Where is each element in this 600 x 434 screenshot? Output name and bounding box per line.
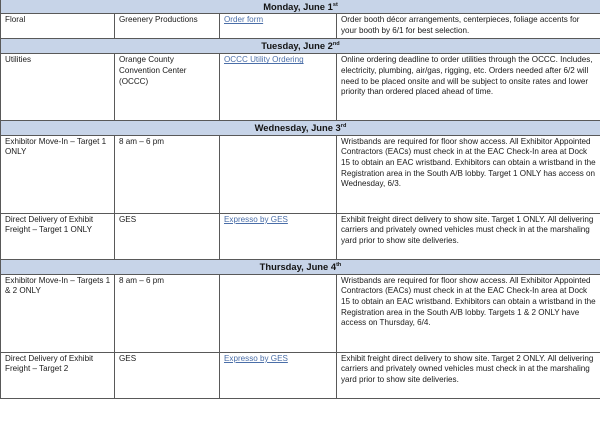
day-header-row: [1, 39, 600, 54]
provider-cell: 8 am – 6 pm: [115, 135, 220, 213]
day-ordinal-suffix: rd: [340, 123, 347, 130]
details-cell: Order booth décor arrangements, centerpieces, foliage accents for your booth by 6/1 for best selection.: [337, 14, 600, 39]
details-cell: Exhibit freight direct delivery to show site. Target 2 ONLY. All delivering carriers and privately owned vehicles must check in at the marshaling yard prior to show site deliveries.: [337, 352, 600, 398]
provider-cell: 8 am – 6 pm: [115, 274, 220, 352]
provider-cell: GES: [115, 352, 220, 398]
item-cell: Direct Delivery of Exhibit Freight – Target 1 ONLY: [1, 213, 115, 259]
expresso-by-ges-link[interactable]: Expresso by GES: [224, 353, 288, 363]
day-header-row: [1, 259, 600, 274]
expresso-by-ges-link[interactable]: Expresso by GES: [224, 214, 288, 224]
table-row: [1, 135, 600, 213]
day-header-text: Wednesday, June 3: [254, 122, 341, 134]
item-cell: Utilities: [1, 54, 115, 121]
day-header-row: [1, 0, 600, 14]
item-cell: Exhibitor Move-In – Targets 1 & 2 ONLY: [1, 274, 115, 352]
table-row: [1, 213, 600, 259]
day-ordinal-suffix: st: [332, 1, 338, 8]
day-header: [1, 39, 600, 54]
details-cell: Exhibit freight direct delivery to show site. Target 1 ONLY. All delivering carriers and privately owned vehicles must check in at the marshaling yard prior to show site deliveries.: [337, 213, 600, 259]
details-cell: Wristbands are required for floor show access. All Exhibitor Appointed Contractors (EACs) must check in at the EAC Check-In area at Dock 15 to obtain an EAC wristband. Exhibitors can obtain a wristband in the Registration area in the South A/B lobby. Target 1 ONLY has access on Wednesday, 6/3.: [337, 135, 600, 213]
item-cell: Direct Delivery of Exhibit Freight – Target 2: [1, 352, 115, 398]
day-header: [1, 121, 600, 135]
day-header-text: Thursday, June 4: [259, 260, 337, 272]
details-cell: Wristbands are required for floor show access. All Exhibitor Appointed Contractors (EACs) must check in at the EAC Check-In area at Dock 15 to obtain an EAC wristband. Exhibitors can obtain a wristband in the Registration area in the South A/B lobby. Targets 1 & 2 ONLY have access on Thursday, 6/4.: [337, 274, 600, 352]
item-cell: Exhibitor Move-In – Target 1 ONLY: [1, 135, 115, 213]
order-form-link[interactable]: Order form: [224, 15, 264, 25]
provider-cell: Greenery Productions: [115, 14, 220, 39]
details-cell: Online ordering deadline to order utilities through the OCCC. Includes, electricity, plumbing, air/gas, rigging, etc. Orders needed after 6/2 will need to be placed onsite and will be subject to onsite rates and lower priority than ordered placed ahead of time.: [337, 54, 600, 121]
day-ordinal-suffix: nd: [332, 41, 340, 48]
link-cell: [220, 54, 337, 121]
provider-cell: Orange County Convention Center (OCCC): [115, 54, 220, 121]
day-header: [1, 259, 600, 274]
link-cell: [220, 14, 337, 39]
day-header: [1, 0, 600, 14]
day-header-text: Monday, June 1: [263, 1, 333, 12]
table-row: [1, 14, 600, 39]
link-cell: [220, 213, 337, 259]
table-row: [1, 352, 600, 398]
link-cell: [220, 352, 337, 398]
table-row: [1, 54, 600, 121]
day-header-text: Tuesday, June 2: [261, 40, 333, 52]
table-row: [1, 274, 600, 352]
day-header-row: [1, 121, 600, 135]
item-cell: Floral: [1, 14, 115, 39]
provider-cell: GES: [115, 213, 220, 259]
link-cell: [220, 274, 337, 352]
occc-utility-ordering-link[interactable]: OCCC Utility Ordering: [224, 55, 304, 65]
link-cell: [220, 135, 337, 213]
day-ordinal-suffix: th: [336, 261, 342, 268]
